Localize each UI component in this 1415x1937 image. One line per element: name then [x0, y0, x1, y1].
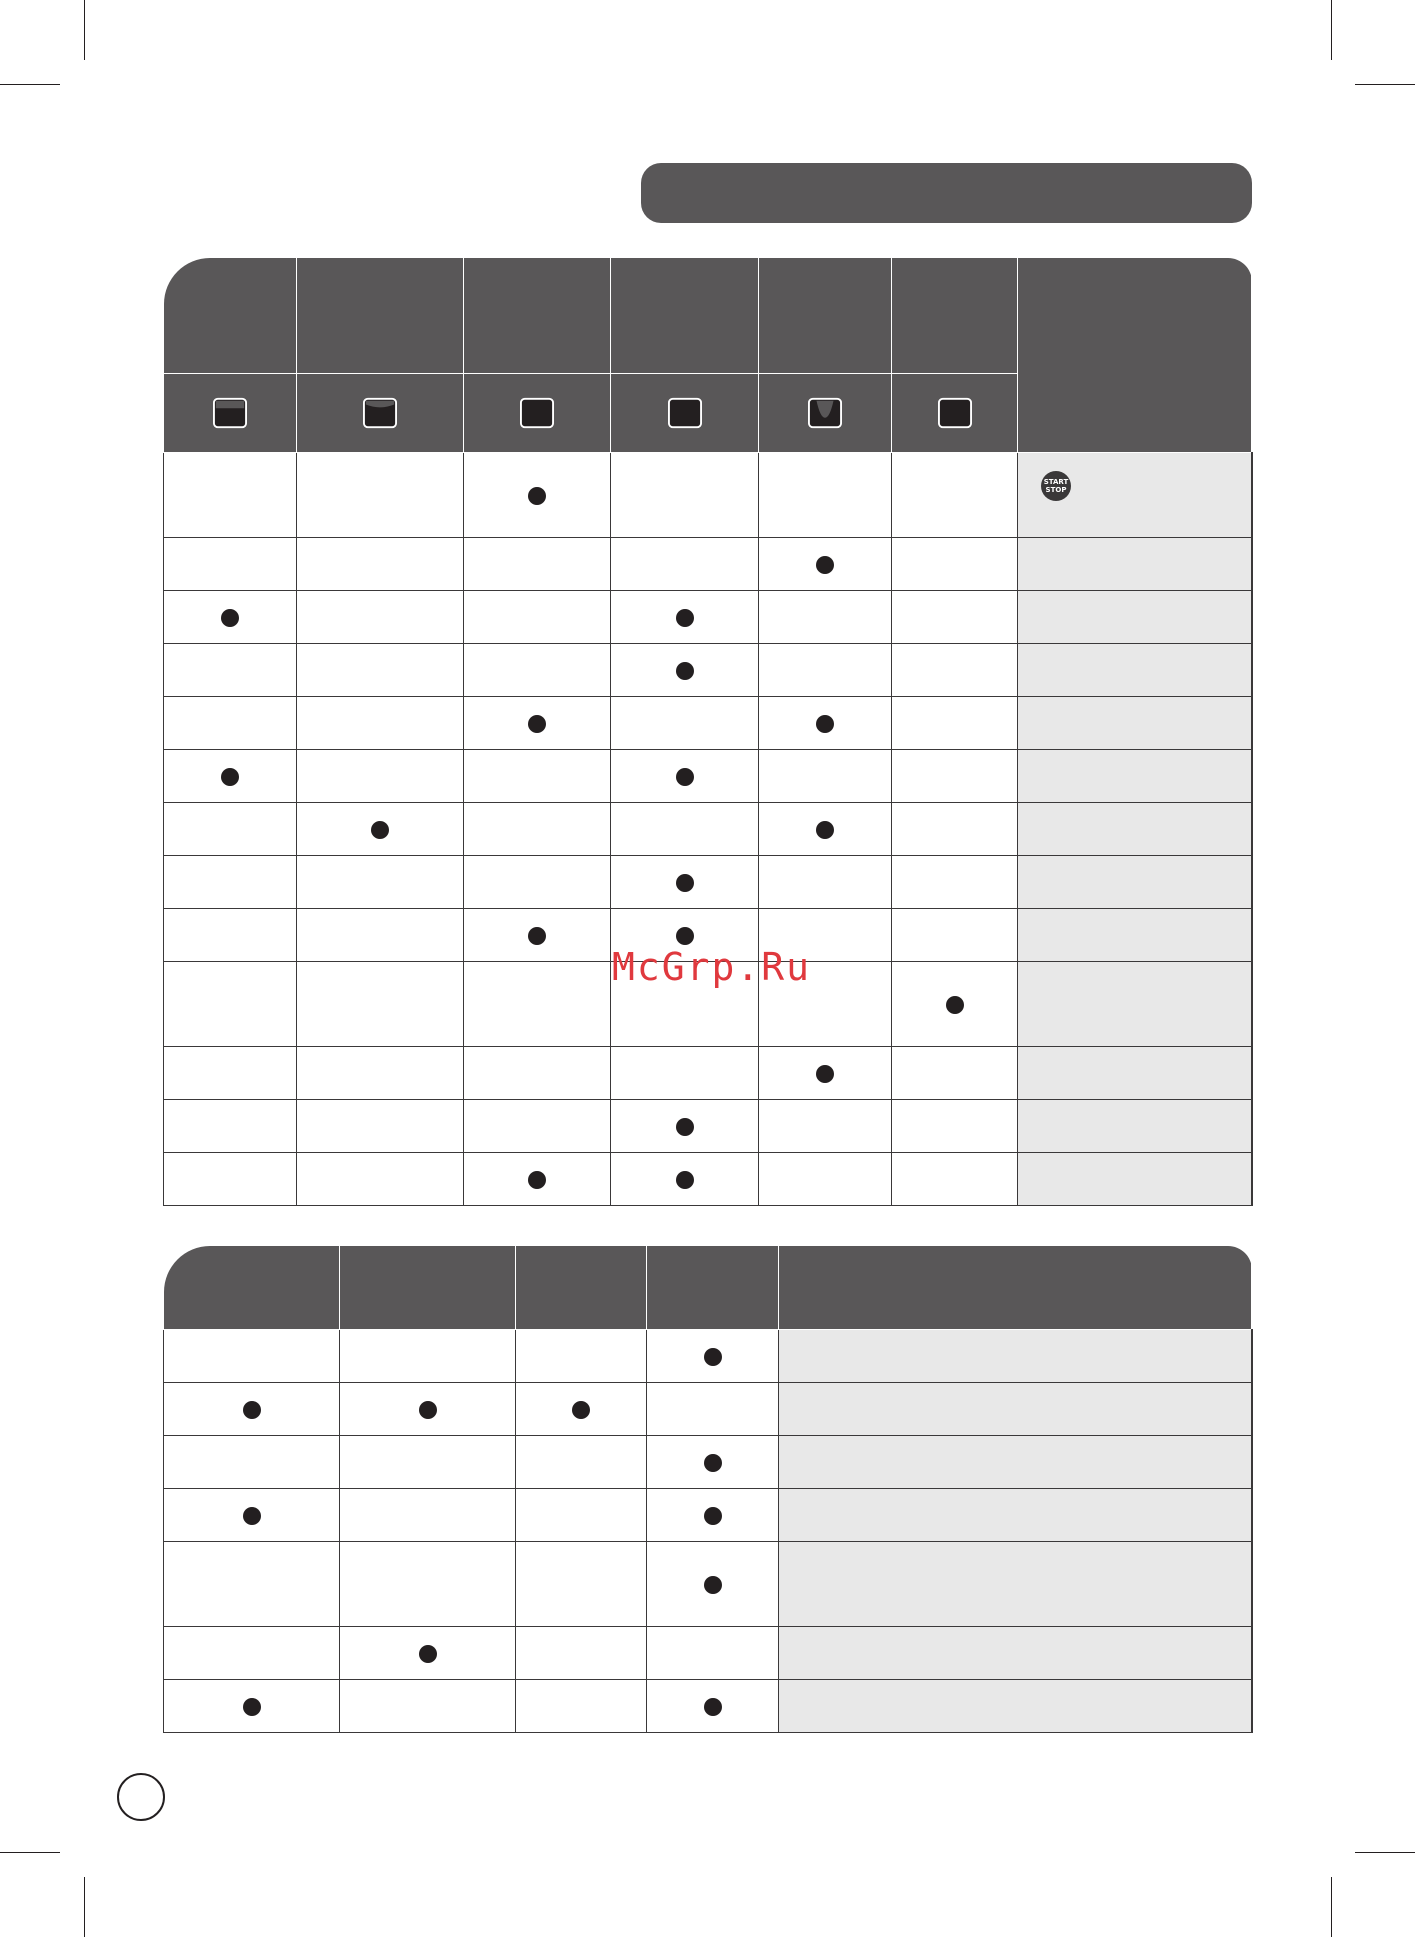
program-row: [164, 1047, 1252, 1100]
table-cell: [164, 1542, 340, 1627]
bullet-mark: [704, 1698, 722, 1716]
table-cell: [892, 803, 1018, 856]
bullet-mark: [946, 996, 964, 1014]
table-cell: [611, 1100, 759, 1153]
pan-medium-icon: [360, 396, 400, 430]
table-cell: [464, 697, 611, 750]
bullet-mark: [528, 1171, 546, 1189]
table-cell: [297, 856, 464, 909]
table-cell: [647, 1383, 779, 1436]
table-cell: [759, 538, 892, 591]
bullet-mark: [528, 487, 546, 505]
page-number-circle: [117, 1773, 165, 1821]
bullet-mark: [676, 1171, 694, 1189]
description-cell: [1018, 591, 1252, 644]
table-cell: [164, 803, 297, 856]
program-row: [164, 1100, 1252, 1153]
table-cell: [611, 1153, 759, 1206]
option-row: [164, 1383, 1252, 1436]
table-cell: [297, 909, 464, 962]
table-cell: [647, 1542, 779, 1627]
table-cell: [297, 750, 464, 803]
table-cell: [164, 1100, 297, 1153]
header-cell: [759, 258, 892, 374]
option-row: [164, 1330, 1252, 1383]
table-cell: [611, 538, 759, 591]
bullet-mark: [221, 768, 239, 786]
table-cell: [516, 1330, 647, 1383]
crop-mark: [0, 84, 60, 85]
bullet-mark: [371, 821, 389, 839]
bullet-mark: [816, 556, 834, 574]
table-cell: [759, 697, 892, 750]
table-cell: [164, 909, 297, 962]
pan-icon-cell: [892, 374, 1018, 453]
option-row: [164, 1627, 1252, 1680]
table-cell: [164, 1330, 340, 1383]
table-cell: [892, 538, 1018, 591]
pan-low-icon: [210, 396, 250, 430]
table-cell: [164, 1680, 340, 1733]
table-cell: [297, 962, 464, 1047]
table-cell: [647, 1330, 779, 1383]
table-cell: [164, 697, 297, 750]
description-cell: [779, 1489, 1252, 1542]
crop-mark: [0, 1852, 60, 1853]
watermark: McGrp.Ru: [612, 945, 812, 989]
table-cell: [759, 1047, 892, 1100]
description-cell: [1018, 697, 1252, 750]
table-cell: [164, 1153, 297, 1206]
header-cell: [164, 258, 297, 374]
table-cell: [647, 1489, 779, 1542]
table-cell: [164, 1627, 340, 1680]
description-cell: [1018, 1153, 1252, 1206]
description-cell: [1018, 856, 1252, 909]
table-cell: [892, 856, 1018, 909]
program-row: [164, 1153, 1252, 1206]
program-row: [164, 697, 1252, 750]
bullet-mark: [676, 768, 694, 786]
description-cell: [779, 1330, 1252, 1383]
header-cell-description: [1018, 258, 1252, 453]
description-cell: [779, 1680, 1252, 1733]
bullet-mark: [816, 1065, 834, 1083]
table-cell: [892, 909, 1018, 962]
section-title-bar: [641, 163, 1252, 223]
table-cell: [464, 962, 611, 1047]
table-cell: [892, 962, 1018, 1047]
bullet-mark: [528, 927, 546, 945]
header-cell: [647, 1246, 779, 1330]
bullet-mark: [419, 1401, 437, 1419]
crop-mark: [84, 1877, 85, 1937]
pan-icon-cell: [611, 374, 759, 453]
table-cell: [340, 1542, 516, 1627]
table-cell: [516, 1627, 647, 1680]
program-row: [164, 750, 1252, 803]
description-cell: [1018, 803, 1252, 856]
option-row: [164, 1542, 1252, 1627]
bullet-mark: [676, 1118, 694, 1136]
table-cell: [340, 1436, 516, 1489]
option-row: [164, 1489, 1252, 1542]
description-cell: [779, 1627, 1252, 1680]
table-cell: [892, 453, 1018, 538]
table-cell: [611, 697, 759, 750]
table-cell: [464, 909, 611, 962]
description-cell: [1018, 909, 1252, 962]
bullet-mark: [704, 1576, 722, 1594]
description-cell: [1018, 1047, 1252, 1100]
crop-mark: [1355, 1852, 1415, 1853]
table-cell: [759, 591, 892, 644]
bullet-mark: [572, 1401, 590, 1419]
description-cell: [1018, 538, 1252, 591]
table-cell: [164, 750, 297, 803]
description-cell: [779, 1436, 1252, 1489]
program-row: [164, 856, 1252, 909]
table-cell: [892, 591, 1018, 644]
bullet-mark: [704, 1454, 722, 1472]
option-row: [164, 1436, 1252, 1489]
header-cell: [164, 1246, 340, 1330]
table-cell: [647, 1627, 779, 1680]
table-cell: [759, 1100, 892, 1153]
table-cell: [516, 1542, 647, 1627]
bullet-mark: [676, 874, 694, 892]
table-cell: [164, 856, 297, 909]
program-row: [164, 644, 1252, 697]
table-cell: [297, 697, 464, 750]
start-stop-button-icon: START STOP: [1041, 471, 1071, 501]
table-cell: [464, 591, 611, 644]
table-cell: [297, 644, 464, 697]
table-cell: [516, 1680, 647, 1733]
table-cell: [340, 1627, 516, 1680]
bullet-mark: [676, 927, 694, 945]
bullet-mark: [243, 1507, 261, 1525]
description-cell: [1018, 750, 1252, 803]
table-cell: [759, 803, 892, 856]
pan-icon-cell: [759, 374, 892, 453]
table-cell: [164, 1436, 340, 1489]
option-table: [163, 1245, 1253, 1733]
program-row: [164, 591, 1252, 644]
table-cell: [297, 1100, 464, 1153]
pan-tall-icon: [517, 396, 557, 430]
crop-mark: [84, 0, 85, 60]
header-cell: [340, 1246, 516, 1330]
bullet-mark: [528, 715, 546, 733]
bullet-mark: [243, 1401, 261, 1419]
header-cell: [516, 1246, 647, 1330]
table-cell: [759, 750, 892, 803]
bullet-mark: [704, 1507, 722, 1525]
table-cell: [611, 803, 759, 856]
header-cell: [611, 258, 759, 374]
pan-icon-cell: [464, 374, 611, 453]
program-row: [164, 538, 1252, 591]
bullet-mark: [676, 662, 694, 680]
table-cell: [611, 591, 759, 644]
table-cell: [164, 644, 297, 697]
table-cell: [892, 750, 1018, 803]
program-row: [164, 803, 1252, 856]
table-cell: [164, 453, 297, 538]
table-cell: [464, 644, 611, 697]
bullet-mark: [704, 1348, 722, 1366]
pan-standard-icon: [665, 396, 705, 430]
table-cell: [340, 1489, 516, 1542]
table-cell: [759, 453, 892, 538]
table-cell: [611, 750, 759, 803]
table-cell: [611, 644, 759, 697]
table-cell: [611, 856, 759, 909]
table-cell: [164, 962, 297, 1047]
table-cell: [892, 644, 1018, 697]
table-cell: [516, 1436, 647, 1489]
table-cell: [464, 1153, 611, 1206]
table-cell: [464, 453, 611, 538]
table-cell: [647, 1680, 779, 1733]
crop-mark: [1355, 84, 1415, 85]
header-cell: [464, 258, 611, 374]
table-cell: [164, 1383, 340, 1436]
table-cell: [759, 1153, 892, 1206]
pan-deep-icon: [935, 396, 975, 430]
table-cell: [164, 1047, 297, 1100]
table-cell: [340, 1680, 516, 1733]
description-cell: [1018, 1100, 1252, 1153]
option-row: [164, 1680, 1252, 1733]
table-cell: [892, 697, 1018, 750]
table-cell: [759, 856, 892, 909]
bullet-mark: [419, 1645, 437, 1663]
table-cell: [611, 453, 759, 538]
table-cell: [647, 1436, 779, 1489]
pan-icon-cell: [297, 374, 464, 453]
table-cell: [297, 591, 464, 644]
pan-icon-cell: [164, 374, 297, 453]
table-cell: [297, 538, 464, 591]
crop-mark: [1331, 0, 1332, 60]
bullet-mark: [221, 609, 239, 627]
bullet-mark: [676, 609, 694, 627]
table-cell: [516, 1383, 647, 1436]
program-row: [164, 453, 1252, 538]
description-cell: [779, 1542, 1252, 1627]
table-cell: [164, 1489, 340, 1542]
table-cell: [340, 1330, 516, 1383]
table-cell: [892, 1100, 1018, 1153]
table-cell: [464, 538, 611, 591]
table-cell: [297, 453, 464, 538]
table-cell: [464, 1100, 611, 1153]
table-cell: [759, 644, 892, 697]
table-cell: [464, 803, 611, 856]
crop-mark: [1331, 1877, 1332, 1937]
table-cell: [164, 538, 297, 591]
table-cell: [464, 750, 611, 803]
description-cell: [779, 1383, 1252, 1436]
description-cell: [1018, 644, 1252, 697]
program-table: [163, 257, 1253, 1206]
table-cell: [516, 1489, 647, 1542]
bullet-mark: [816, 821, 834, 839]
description-cell: [1018, 962, 1252, 1047]
table-cell: [164, 591, 297, 644]
table-cell: [297, 1153, 464, 1206]
table-cell: [464, 1047, 611, 1100]
table-cell: [340, 1383, 516, 1436]
header-cell-description: [779, 1246, 1252, 1330]
header-cell: [297, 258, 464, 374]
table-cell: [297, 1047, 464, 1100]
bullet-mark: [816, 715, 834, 733]
header-cell: [892, 258, 1018, 374]
bullet-mark: [243, 1698, 261, 1716]
table-cell: [892, 1047, 1018, 1100]
table-cell: [611, 1047, 759, 1100]
table-cell: [297, 803, 464, 856]
table-cell: [464, 856, 611, 909]
pan-dip-icon: [805, 396, 845, 430]
table-cell: [892, 1153, 1018, 1206]
